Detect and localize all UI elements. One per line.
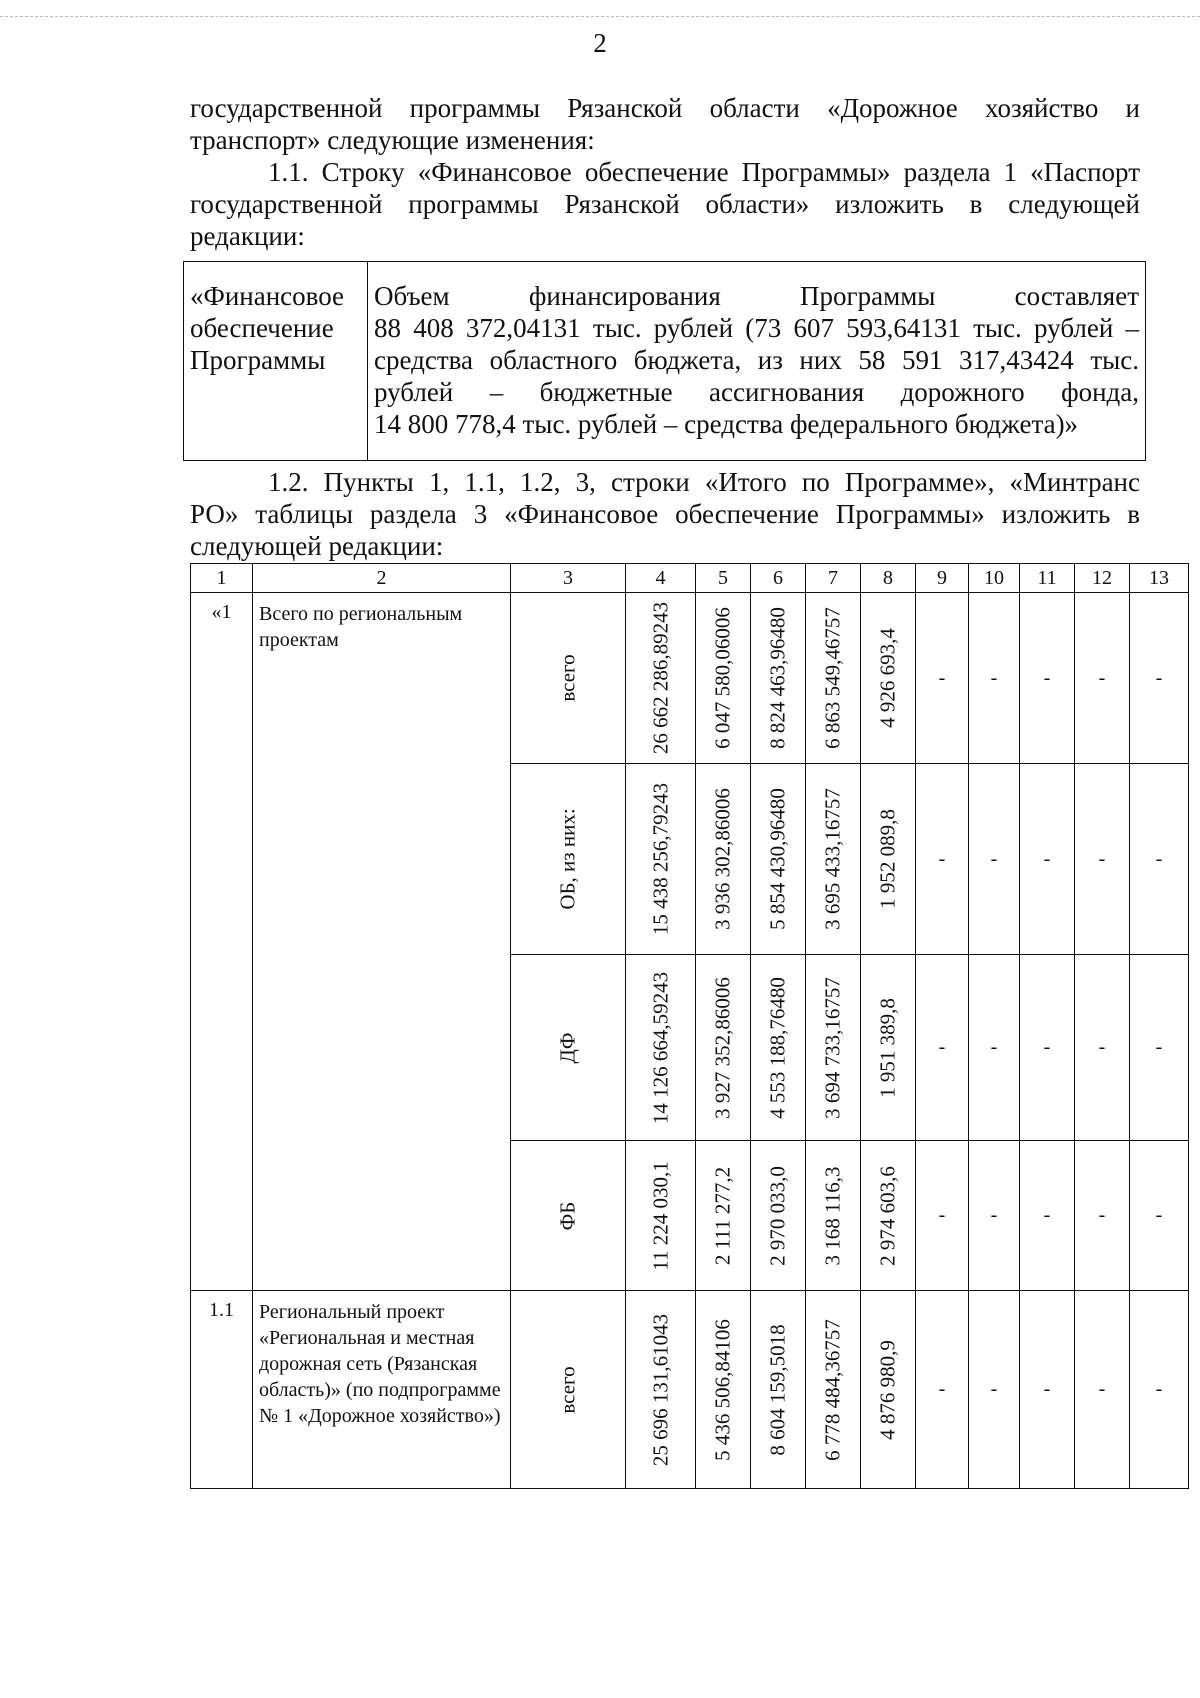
row-name: Всего по региональным проектам [253,593,511,1291]
value-col-5: 6 047 580,06006 [710,607,735,749]
value-cell [806,955,861,1141]
source-cell [511,1291,626,1489]
dash-col-10: - [969,764,1020,955]
dash-col-12: - [1075,1141,1130,1291]
value-cell [751,593,806,764]
table-header-row [191,564,1189,593]
financing-table [190,563,1189,1489]
col-header-5: 5 [696,564,751,593]
source-label: ФБ [555,1201,580,1230]
dash-col-11: - [1020,955,1075,1141]
value-col-5: 3 927 352,86006 [710,976,735,1119]
source-cell [511,955,626,1141]
value-col-7: 3 695 433,16757 [820,788,845,930]
row-name: Региональный проект «Региональная и местная дорожная сеть (Рязанская область)» (по подпрограмме № 1 «Дорожное хозяйство») [253,1291,511,1489]
item-1-2-line-2: РО» таблицы раздела 3 «Финансовое обеспечение Программы» изложить в [190,499,1140,529]
source-label: ОБ, из них: [555,808,580,910]
dash-col-9: - [916,593,969,764]
value-cell [861,593,916,764]
value-col-6: 5 854 430,96480 [765,788,790,930]
col-header-6: 6 [751,564,806,593]
value-cell [696,1291,751,1489]
dash-col-11: - [1020,593,1075,764]
value-cell [861,764,916,955]
row-number: «1 [191,593,253,1291]
value-col-5: 3 936 302,86006 [710,788,735,930]
value-col-7: 6 778 484,36757 [820,1318,845,1461]
value-col-4: 11 224 030,1 [648,1160,672,1271]
col-header-1: 1 [191,564,253,593]
dash-col-12: - [1075,593,1130,764]
dash-col-13: - [1130,955,1189,1141]
passport-row [184,262,1146,461]
value-cell [861,955,916,1141]
value-col-4: 15 438 256,79243 [648,782,672,936]
value-col-5: 5 436 506,84106 [710,1318,735,1461]
dash-col-11: - [1020,1141,1075,1291]
value-col-7: 3 168 116,3 [820,1166,845,1265]
col-header-9: 9 [916,564,969,593]
value-col-8: 1 952 089,8 [875,809,900,909]
dash-col-9: - [916,955,969,1141]
dash-col-9: - [916,764,969,955]
dash-col-13: - [1130,764,1189,955]
value-cell [751,955,806,1141]
value-col-7: 3 694 733,16757 [820,976,845,1119]
value-cell [626,955,696,1141]
value-col-5: 2 111 277,2 [710,1166,735,1265]
col-header-7: 7 [806,564,861,593]
col-header-13: 13 [1130,564,1189,593]
passport-label-line-2: обеспечение [190,313,334,343]
value-col-6: 8 824 463,96480 [765,607,790,749]
value-cell [696,593,751,764]
col-header-2: 2 [253,564,511,593]
row-number: 1.1 [191,1291,253,1489]
item-1-1-line-2: государственной программы Рязанской области» изложить в следующей [190,189,1140,219]
dash-col-10: - [969,1291,1020,1489]
source-label: всего [555,1365,580,1414]
col-header-12: 12 [1075,564,1130,593]
value-cell [696,955,751,1141]
value-cell [696,1141,751,1291]
passport-label-cell [184,262,368,461]
value-col-6: 2 970 033,0 [765,1165,790,1266]
page-number: 2 [593,28,607,58]
col-header-3: 3 [511,564,626,593]
value-col-6: 8 604 159,5018 [765,1323,790,1456]
dash-col-12: - [1075,764,1130,955]
col-header-11: 11 [1020,564,1075,593]
dash-col-9: - [916,1291,969,1489]
col-header-4: 4 [626,564,696,593]
dash-col-10: - [969,1141,1020,1291]
intro-line-2: транспорт» следующие изменения: [190,125,595,155]
dash-col-10: - [969,593,1020,764]
value-cell [751,764,806,955]
value-col-4: 25 696 131,61043 [648,1313,672,1466]
value-col-8: 2 974 603,6 [875,1165,900,1266]
passport-value-line-4: рублей – бюджетные ассигнования дорожного фонда, [374,377,1139,407]
value-col-8: 4 876 980,9 [875,1339,900,1440]
table-row [191,1291,1189,1489]
dash-col-12: - [1075,955,1130,1141]
intro-line-1: государственной программы Рязанской области «Дорожное хозяйство и [190,93,1140,123]
dash-col-10: - [969,955,1020,1141]
col-header-8: 8 [861,564,916,593]
value-cell [861,1141,916,1291]
item-1-1-line-1: 1.1. Строку «Финансовое обеспечение Программы» раздела 1 «Паспорт [268,157,1140,187]
value-col-7: 6 863 549,46757 [820,607,845,749]
value-col-6: 4 553 188,76480 [765,976,790,1119]
scan-top-border [0,16,1200,17]
passport-value-line-2: 88 408 372,04131 тыс. рублей (73 607 593,64131 тыс. рублей – [374,313,1139,343]
value-cell [626,764,696,955]
passport-value-line-1: Объем финансирования Программы составляет [374,281,1139,311]
passport-value-line-3: средства областного бюджета, из них 58 591 317,43424 тыс. [374,345,1139,375]
value-col-8: 4 926 693,4 [875,628,900,728]
col-header-10: 10 [969,564,1020,593]
item-1-2-line-3: следующей редакции: [190,531,444,561]
value-col-4: 26 662 286,89243 [648,601,672,755]
source-label: ДФ [555,1032,580,1063]
value-cell [861,1291,916,1489]
passport-label-line-3: Программы [190,345,326,375]
passport-label-line-1: «Финансовое [190,281,345,311]
dash-col-13: - [1130,1291,1189,1489]
dash-col-13: - [1130,1141,1189,1291]
passport-table [183,261,1146,461]
source-cell [511,764,626,955]
value-cell [626,593,696,764]
value-cell [751,1141,806,1291]
value-col-4: 14 126 664,59243 [648,971,672,1124]
source-label: всего [555,654,580,702]
value-cell [696,764,751,955]
value-cell [626,1291,696,1489]
item-1-2-line-1: 1.2. Пункты 1, 1.1, 1.2, 3, строки «Итого по Программе», «Минтранс [268,467,1140,497]
passport-value-cell [368,262,1146,461]
dash-col-13: - [1130,593,1189,764]
source-cell [511,593,626,764]
dash-col-11: - [1020,1291,1075,1489]
value-cell [626,1141,696,1291]
value-cell [806,593,861,764]
passport-value-line-5: 14 800 778,4 тыс. рублей – средства федерального бюджета)» [374,409,1079,439]
table-row [191,593,1189,764]
value-col-8: 1 951 389,8 [875,997,900,1098]
value-cell [806,1291,861,1489]
dash-col-12: - [1075,1291,1130,1489]
dash-col-9: - [916,1141,969,1291]
item-1-1-line-3: редакции: [190,221,305,251]
value-cell [806,1141,861,1291]
value-cell [751,1291,806,1489]
source-cell [511,1141,626,1291]
dash-col-11: - [1020,764,1075,955]
value-cell [806,764,861,955]
